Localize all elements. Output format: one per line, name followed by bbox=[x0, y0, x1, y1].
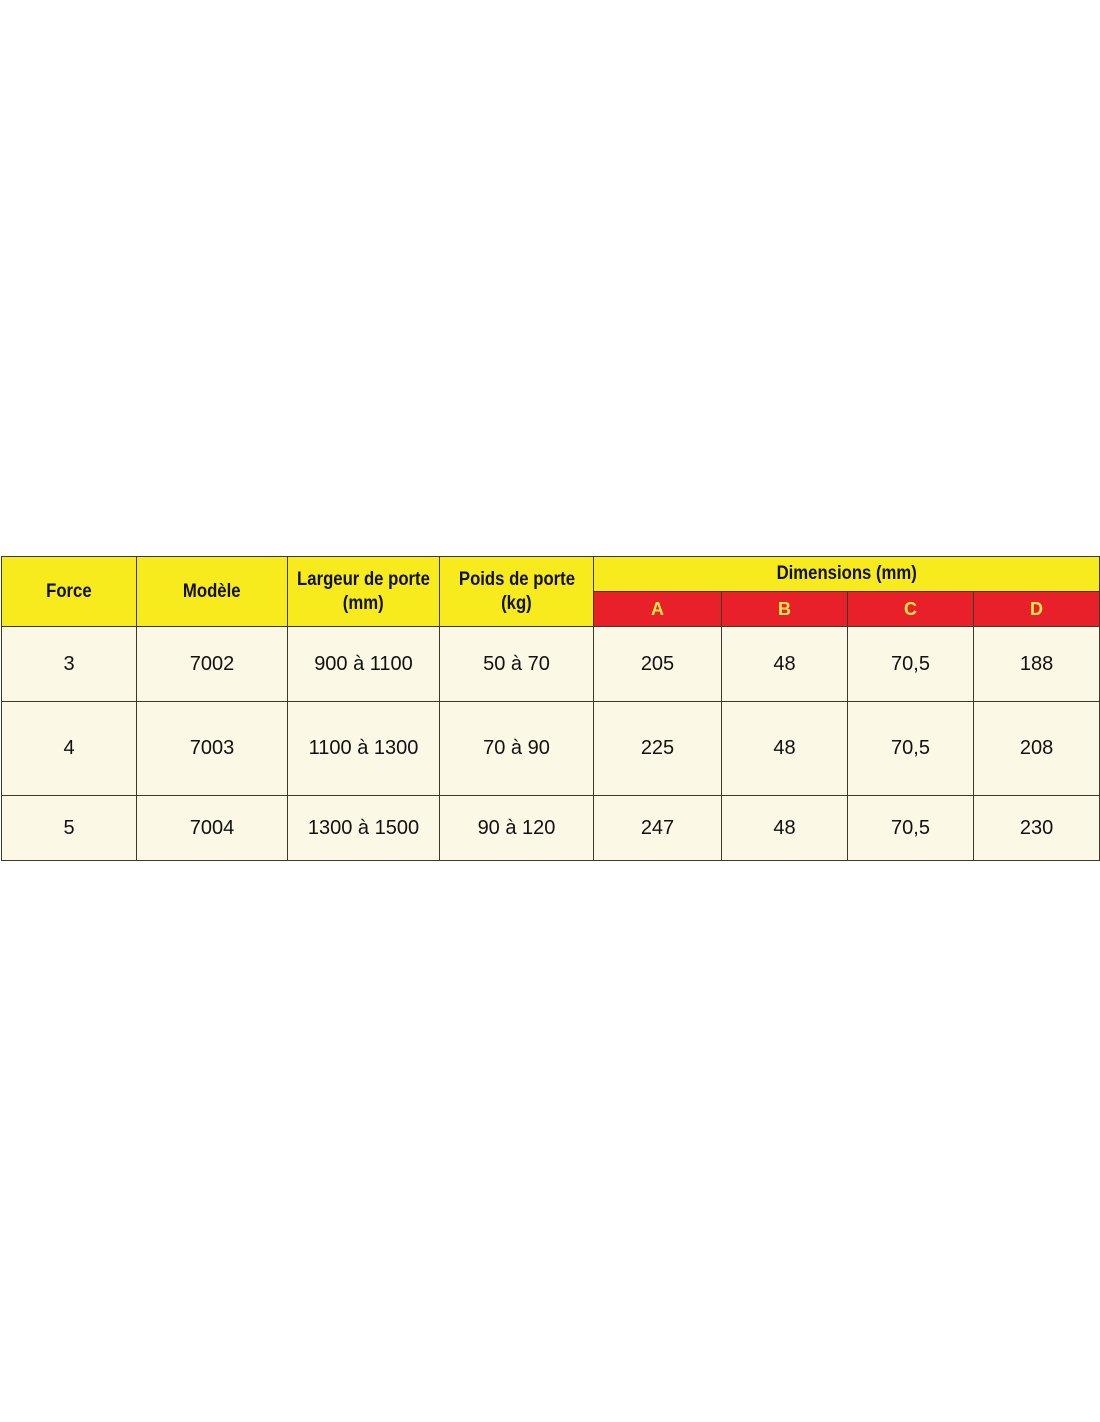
table-row bbox=[2, 702, 1100, 796]
table-row bbox=[2, 796, 1100, 861]
cell-modele: 7003 bbox=[137, 702, 288, 796]
cell-poids: 70 à 90 bbox=[440, 702, 594, 796]
cell-dim-b: 48 bbox=[722, 796, 848, 861]
table-row bbox=[2, 627, 1100, 702]
header-modele: Modèle bbox=[137, 557, 288, 627]
cell-dim-d: 188 bbox=[974, 627, 1100, 702]
header-dim-d: D bbox=[974, 592, 1100, 627]
cell-largeur: 1300 à 1500 bbox=[288, 796, 440, 861]
header-largeur: Largeur de porte (mm) bbox=[288, 557, 440, 627]
cell-modele: 7004 bbox=[137, 796, 288, 861]
cell-force: 4 bbox=[2, 702, 137, 796]
header-dim-c: C bbox=[848, 592, 974, 627]
cell-poids: 50 à 70 bbox=[440, 627, 594, 702]
header-dimensions: Dimensions (mm) bbox=[594, 557, 1100, 592]
cell-dim-c: 70,5 bbox=[848, 627, 974, 702]
spec-table bbox=[1, 556, 1100, 861]
header-poids: Poids de porte (kg) bbox=[440, 557, 594, 627]
cell-dim-a: 225 bbox=[594, 702, 722, 796]
cell-dim-a: 205 bbox=[594, 627, 722, 702]
cell-dim-a: 247 bbox=[594, 796, 722, 861]
header-force: Force bbox=[2, 557, 137, 627]
cell-dim-b: 48 bbox=[722, 702, 848, 796]
cell-dim-d: 230 bbox=[974, 796, 1100, 861]
header-dim-b: B bbox=[722, 592, 848, 627]
cell-largeur: 1100 à 1300 bbox=[288, 702, 440, 796]
header-dim-a: A bbox=[594, 592, 722, 627]
cell-largeur: 900 à 1100 bbox=[288, 627, 440, 702]
cell-dim-d: 208 bbox=[974, 702, 1100, 796]
cell-dim-b: 48 bbox=[722, 627, 848, 702]
header-row bbox=[2, 557, 1100, 592]
cell-force: 5 bbox=[2, 796, 137, 861]
cell-modele: 7002 bbox=[137, 627, 288, 702]
cell-force: 3 bbox=[2, 627, 137, 702]
cell-poids: 90 à 120 bbox=[440, 796, 594, 861]
cell-dim-c: 70,5 bbox=[848, 702, 974, 796]
cell-dim-c: 70,5 bbox=[848, 796, 974, 861]
